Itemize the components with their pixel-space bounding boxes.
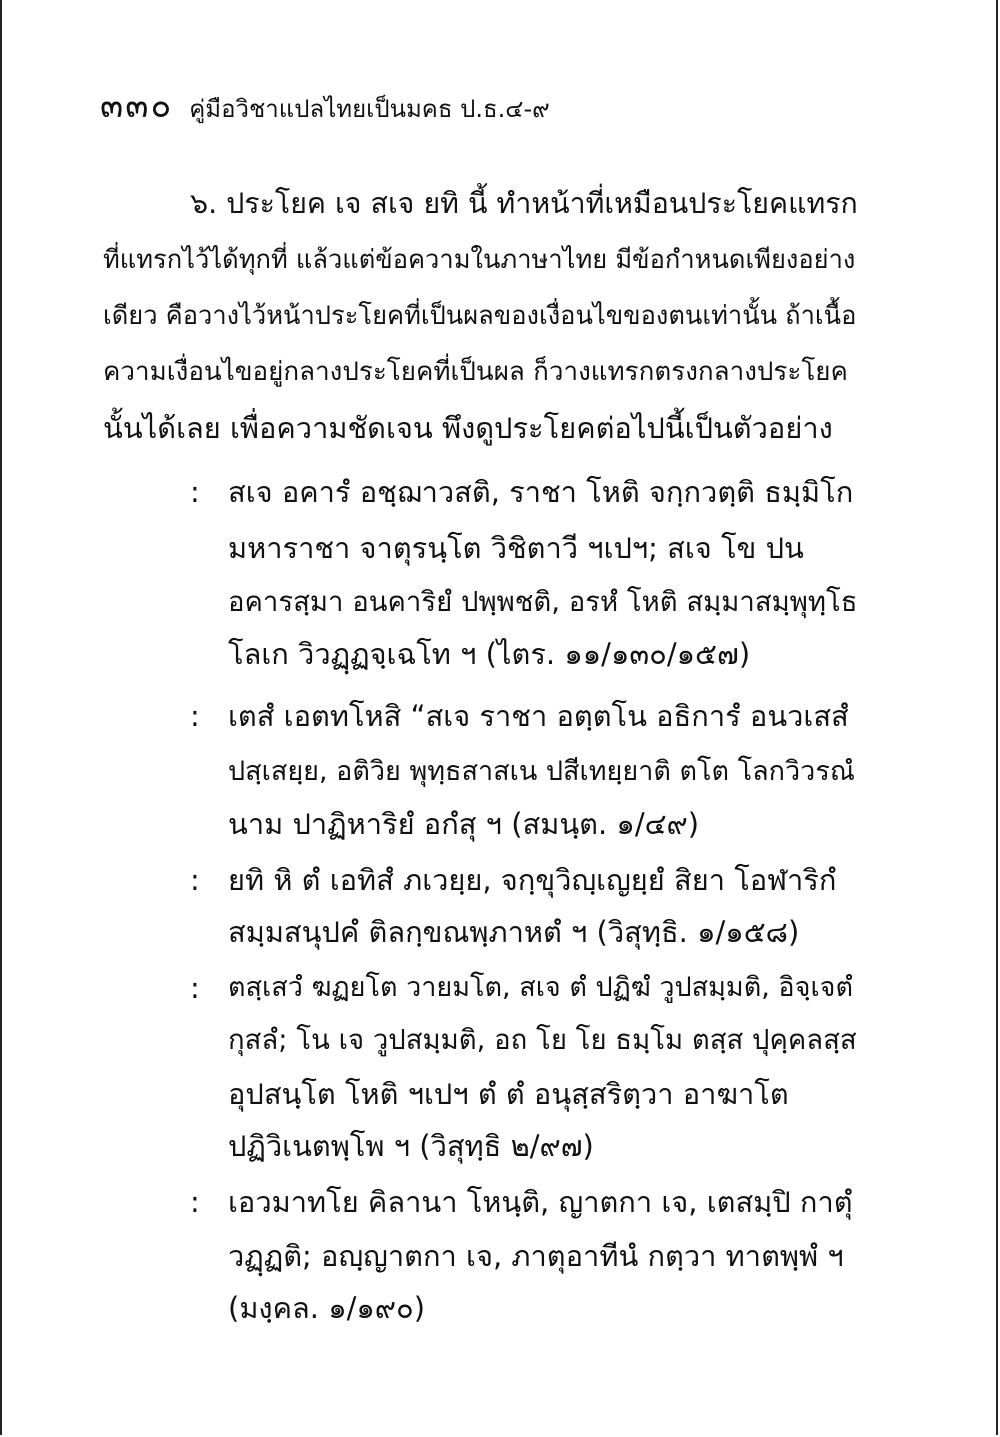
example-line: ปฏิวิเนตพฺโพ ฯ (วิสุทฺธิ ๒/๙๗) — [228, 1129, 594, 1163]
paragraph-line — [190, 184, 860, 224]
example-line: ตสฺเสวํ ฆฏยโต วายมโต, สเจ ตํ ปฏิฆํ วูปสมฺมติ, อิจฺเจตํ — [228, 972, 854, 1003]
example-marker: : — [190, 863, 200, 897]
example-line: เอวมาทโย คิลานา โหนฺติ, ญาตกา เจ, เตสมฺปิ กาตุํ — [228, 1185, 853, 1219]
paragraph-line: นั้นได้เลย เพื่อความชัดเจน พึงดูประโยคต่อไปนี้เป็นตัวอย่าง — [103, 411, 833, 445]
example-line: นาม ปาฏิหาริยํ อกํสุ ฯ (สมนฺต. ๑/๔๙) — [228, 807, 700, 841]
example-line: วฏฺฏติ; อญฺญาตกา เจ, ภาตุอาทีนํ กตฺวา ทาตพฺพํ ฯ — [228, 1239, 844, 1273]
paragraph-line: ความเงื่อนไขอยู่กลางประโยคที่เป็นผล ก็วางแทรกตรงกลางประโยค — [103, 357, 848, 387]
example-line: สเจ อคารํ อชฺฌาวสติ, ราชา โหติ จกฺกวตฺติ ธมฺมิโก — [228, 475, 854, 509]
example-marker: : — [190, 971, 200, 1005]
example-line: โลเก วิวฏฺฏจฺเฉโท ฯ (ไตร. ๑๑/๑๓๐/๑๕๗) — [228, 637, 751, 671]
paragraph-line: เดียว คือวางไว้หน้าประโยคที่เป็นผลของเงื่อนไขของตนเท่านั้น ถ้าเนื้อ — [103, 301, 857, 331]
example-line: สมฺมสนุปคํ ติลกฺขณพฺภาหตํ ฯ (วิสุทฺธิ. ๑/๑๕๘) — [228, 915, 800, 949]
example-line: (มงฺคล. ๑/๑๙๐) — [228, 1291, 426, 1325]
example-line: เตสํ เอตทโหสิ “สเจ ราชา อตฺตโน อธิการํ อนวเสสํ — [228, 699, 849, 733]
example-line: มหาราชา จาตุรนฺโต วิชิตาวี ฯเปฯ; สเจ โข ปน — [228, 531, 804, 565]
page-number: ๓๓๐ — [100, 86, 174, 126]
paragraph-line-text: ๖. ประโยค เจ สเจ ยทิ นี้ ทำหน้าที่เหมือนประโยคแทรก — [190, 187, 858, 220]
example-marker: : — [190, 699, 200, 733]
running-head — [100, 78, 550, 132]
example-marker: : — [190, 1185, 200, 1219]
example-line: กุสลํ; โน เจ วูปสมฺมติ, อถ โย โย ธมฺโม ตสฺส ปุคฺคลสฺส — [228, 1024, 857, 1056]
paragraph-line: ที่แทรกไว้ได้ทุกที่ แล้วแต่ข้อความในภาษาไทย มีข้อกำหนดเพียงอย่าง — [103, 245, 856, 275]
example-marker: : — [190, 475, 200, 509]
example-line: อุปสนฺโต โหติ ฯเปฯ ตํ ตํ อนุสฺสริตฺวา อาฆาโต — [228, 1077, 789, 1111]
running-title: คู่มือวิชาแปลไทยเป็นมคธ ป.ธ.๔-๙ — [189, 95, 550, 123]
example-line: อคารสฺมา อนคาริยํ ปพฺพชติ, อรหํ โหติ สมฺมาสมฺพุทฺโธ — [228, 586, 858, 618]
example-line: ยทิ หิ ตํ เอทิสํ ภเวยฺย, จกฺขุวิญฺเญยฺยํ สิยา โอฬาริกํ — [228, 863, 837, 897]
example-line: ปสฺเสยฺย, อติวิย พุทฺธสาสเน ปสีเทยฺยาติ ตโต โลกวิวรณํ — [228, 756, 855, 787]
